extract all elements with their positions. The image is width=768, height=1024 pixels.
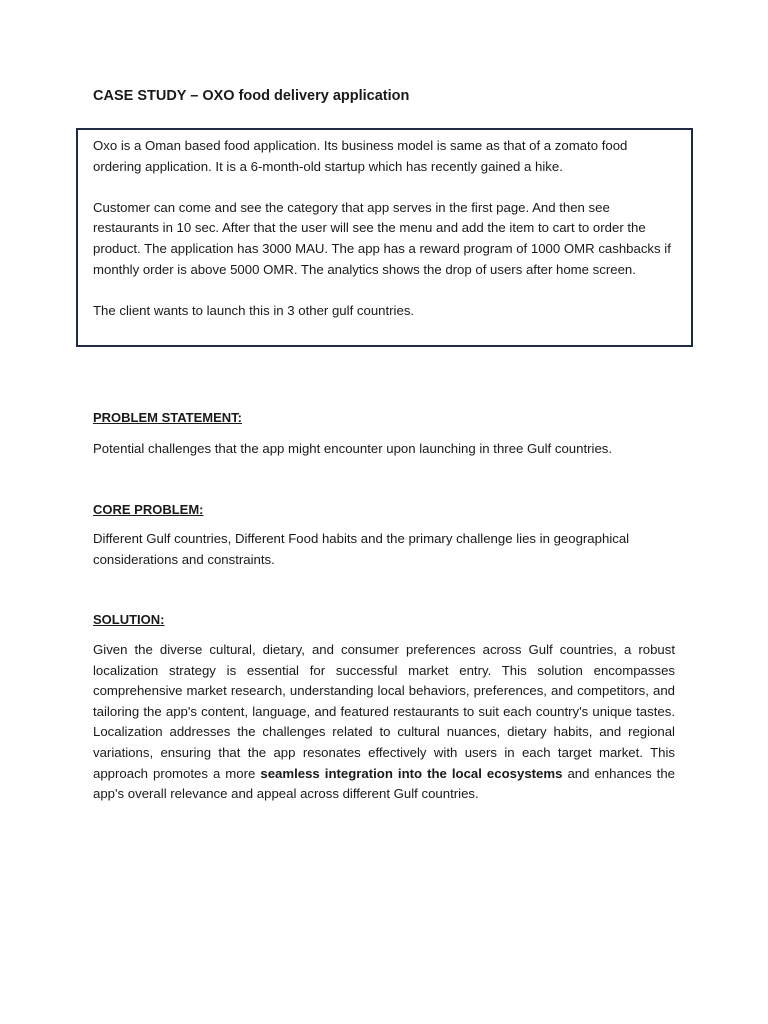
case-summary-box xyxy=(76,128,693,347)
intro-paragraph-2: Customer can come and see the category that app serves in the first page. And then see restaurants in 10 sec. After that the user will see the menu and add the item to cart to order the product. The application has 3000 MAU. The app has a reward program of 1000 OMR cashbacks if monthly order is above 5000 OMR. The analytics shows the drop of users after home screen. xyxy=(93,199,671,277)
solution-text-part-2: and enhances the app's overall relevance and appeal across different Gulf countries. xyxy=(93,765,675,802)
core-problem-heading: CORE PROBLEM: xyxy=(93,502,204,517)
solution-heading: SOLUTION: xyxy=(93,612,165,627)
problem-statement-heading: PROBLEM STATEMENT: xyxy=(93,410,243,425)
solution-text-part-1: Given the diverse cultural, dietary, and consumer preferences across Gulf countries, a robust localization strategy is essential for successful market entry. This solution encompasses comprehensive market research, understanding local behaviors, preferences, and competitors, and tailoring the app's content, language, and featured restaurants to suit each country's unique tastes. Localization addresses the challenges related to cultural nuances, dietary habits, and regional variations, ensuring that the app resonates effectively with users in each target market. This approach promotes a more xyxy=(93,642,675,781)
core-problem-text: Different Gulf countries, Different Food habits and the primary challenge lies in geographical considerations and constraints. xyxy=(93,531,630,567)
problem-statement-text: Potential challenges that the app might encounter upon launching in three Gulf countries. xyxy=(93,441,613,456)
solution-text xyxy=(93,640,675,805)
solution-text-emphasis: seamless integration into the local ecosystems xyxy=(260,765,563,781)
page-title: CASE STUDY – OXO food delivery application xyxy=(93,88,410,104)
intro-paragraph-1: Oxo is a Oman based food application. Its business model is same as that of a zomato food ordering application. It is a 6-month-old startup which has recently gained a hike. xyxy=(93,138,628,174)
intro-paragraph-3: The client wants to launch this in 3 other gulf countries. xyxy=(93,302,415,318)
